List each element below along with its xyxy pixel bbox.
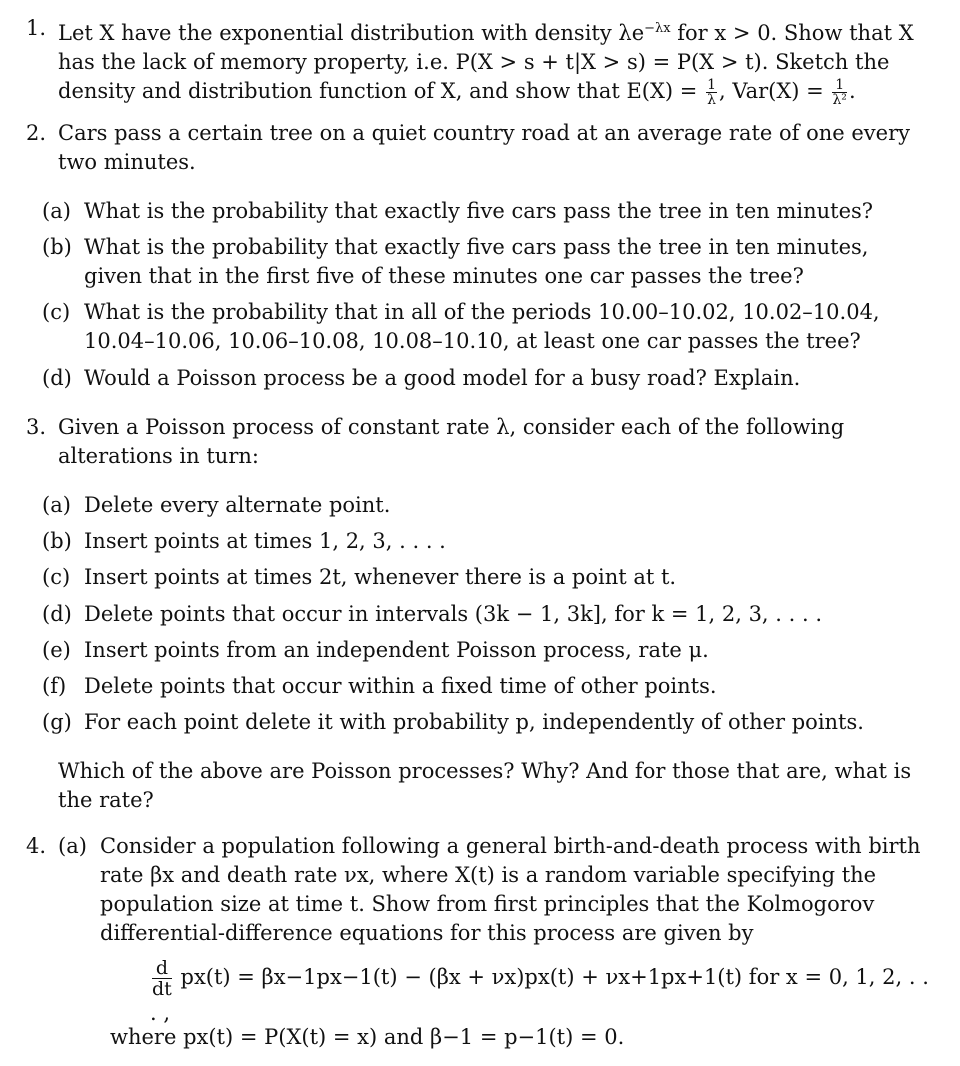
equation-where-clause: where px(t) = P(X(t) = x) and β−1 = p−1(t) = 0. [110, 1025, 625, 1049]
problem-3-outro: Which of the above are Poisson processes? Why? And for those that are, what is the rate? [58, 759, 912, 812]
problem-2-item-b: (b) What is the probability that exactly five cars pass the tree in ten minutes, given that in the first five of these minutes one car passes the tree? [42, 235, 869, 288]
problem-2-item-c: (c) What is the probability that in all of the periods 10.00–10.02, 10.02–10.04, 10.04–10.06, 10.06–10.08, 10.08–10.10, at least one car passes the tree? [42, 300, 880, 353]
problem-1-text [58, 14, 941, 107]
problem-3-item-b: (b) Insert points at times 1, 2, 3, . . . . [42, 529, 446, 553]
problem-3-item-f: (f) Delete points that occur within a fixed time of other points. [42, 674, 717, 698]
problem-2-intro: Cars pass a certain tree on a quiet country road at an average rate of one every two minutes. [58, 121, 910, 174]
problem-3-item-g: (g) For each point delete it with probability p, independently of other points. [42, 710, 864, 734]
problem-1 [26, 14, 941, 107]
problem-2-number: 2. [26, 121, 47, 145]
fraction-expectation: $\frac{1}{\lambda}$ [707, 77, 716, 108]
problem-3-number: 3. [26, 415, 47, 439]
problem-1-number: 1. [26, 16, 47, 40]
problem-2-item-a: (a) What is the probability that exactly five cars pass the tree in ten minutes? [42, 199, 874, 223]
problem-3-item-c: (c) Insert points at times 2t, whenever there is a point at t. [42, 565, 677, 589]
problem-4-number: 4. [26, 834, 47, 858]
problem-1-exponent: −λx [644, 21, 671, 36]
problem-2 [26, 119, 941, 177]
problem-3-outro-wrap [26, 757, 941, 815]
problem-3-item-d: (d) Delete points that occur in intervals (3k − 1, 3k], for k = 1, 2, 3, . . . . [42, 602, 823, 626]
fraction-variance: $\frac{1}{\text{λ²}}$ [832, 77, 847, 108]
problem-2-item-d: (d) Would a Poisson process be a good model for a busy road? Explain. [42, 366, 801, 390]
problem-4 [26, 832, 941, 948]
problem-1-line1b: for x > 0. Show that X has the lack of memory property, i.e. P(X > s + t|X > s) = P(X > t). Sketch the density and distribution function of X, and show that E(X) = [58, 21, 914, 103]
problem-1-end: . [848, 79, 856, 103]
problem-3-intro: Given a Poisson process of constant rate λ, consider each of the following alterations in turn: [58, 415, 845, 468]
problem-3-item-e: (e) Insert points from an independent Poisson process, rate μ. [42, 638, 709, 662]
problem-1-mid: , Var(X) = [719, 79, 831, 103]
problem-1-line1: Let X have the exponential distribution with density λe [58, 21, 645, 45]
kolmogorov-equation [150, 958, 940, 1028]
problem-4-item-a: (a) Consider a population following a general birth-and-death process with birth rate βx and death rate νx, where X(t) is a random variable specifying the population size at time t. Show from first principles that the Kolmogorov differential-difference equations for this process are given by [58, 834, 921, 945]
problem-3-item-a: (a) Delete every alternate point. [42, 493, 391, 517]
problem-3 [26, 413, 941, 471]
derivative-operator: $\frac{d}{dt}$ [152, 957, 172, 1000]
equation-body: px(t) = βx−1px−1(t) − (βx + νx)px(t) + νx+1px+1(t) for x = 0, 1, 2, . . . , [150, 965, 929, 1025]
problem-4-text: Consider a population following a general birth-and-death process with birth rate βx and death rate νx, where X(t) is a random variable specifying the population size at time t. Show from first principles that the Kolmogorov differential-difference equations for this process are given by [100, 834, 921, 945]
